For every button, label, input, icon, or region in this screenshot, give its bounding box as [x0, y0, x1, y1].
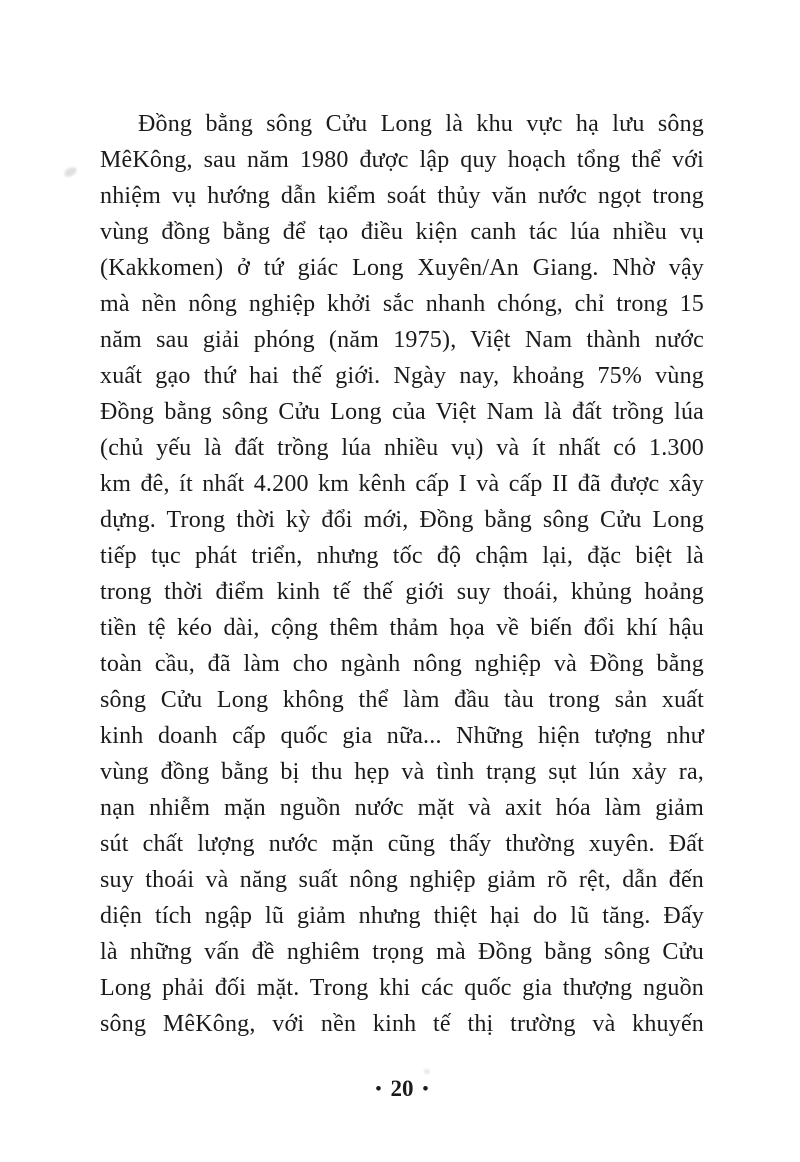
text-line: diện tích ngập lũ giảm nhưng thiệt hại do lũ tăng. Đấy — [100, 903, 704, 929]
text-line: tiếp tục phát triển, nhưng tốc độ chậm lại, đặc biệt là — [100, 543, 704, 569]
text-line: (Kakkomen) ở tứ giác Long Xuyên/An Giang. Nhờ vậy — [100, 255, 704, 281]
text-line: Long phải đối mặt. Trong khi các quốc gia thượng nguồn — [100, 975, 704, 1001]
text-line: xuất gạo thứ hai thế giới. Ngày nay, khoảng 75% vùng — [100, 363, 704, 389]
text-line: toàn cầu, đã làm cho ngành nông nghiệp và Đồng bằng — [100, 651, 704, 677]
text-line: trong thời điểm kinh tế thế giới suy thoái, khủng hoảng — [100, 579, 704, 605]
text-line: sông MêKông, với nền kinh tế thị trường và khuyến — [100, 1011, 704, 1037]
text-line: suy thoái và năng suất nông nghiệp giảm rõ rệt, dẫn đến — [100, 867, 704, 893]
text-line: vùng đồng bằng để tạo điều kiện canh tác lúa nhiều vụ — [100, 219, 704, 245]
text-line: MêKông, sau năm 1980 được lập quy hoạch tổng thể với — [100, 147, 704, 173]
page-footer — [100, 1076, 704, 1102]
scan-artifact — [63, 165, 78, 178]
text-line: (chủ yếu là đất trồng lúa nhiều vụ) và ít nhất có 1.300 — [100, 435, 704, 461]
text-line: là những vấn đề nghiêm trọng mà Đồng bằng sông Cửu — [100, 939, 704, 965]
text-line: mà nền nông nghiệp khởi sắc nhanh chóng, chỉ trong 15 — [100, 291, 704, 317]
text-line: Đồng bằng sông Cửu Long của Việt Nam là đất trồng lúa — [100, 399, 704, 425]
paragraph — [100, 106, 704, 1042]
text-line: nạn nhiễm mặn nguồn nước mặt và axit hóa làm giảm — [100, 795, 704, 821]
footer-ornament-right: • — [422, 1079, 429, 1098]
text-line: km đê, ít nhất 4.200 km kênh cấp I và cấp II đã được xây — [100, 471, 704, 497]
footer-ornament-left: • — [375, 1079, 382, 1098]
text-line: dựng. Trong thời kỳ đổi mới, Đồng bằng sông Cửu Long — [100, 507, 704, 533]
text-line: Đồng bằng sông Cửu Long là khu vực hạ lưu sông — [138, 111, 704, 137]
page-number: 20 — [390, 1076, 414, 1101]
text-line: vùng đồng bằng bị thu hẹp và tình trạng sụt lún xảy ra, — [100, 759, 704, 785]
text-line: kinh doanh cấp quốc gia nữa... Những hiện tượng như — [100, 723, 704, 749]
text-line: năm sau giải phóng (năm 1975), Việt Nam thành nước — [100, 327, 704, 353]
text-line: tiền tệ kéo dài, cộng thêm thảm họa về biến đổi khí hậu — [100, 615, 704, 641]
scan-artifact — [424, 1069, 430, 1074]
text-line: sút chất lượng nước mặn cũng thấy thường xuyên. Đất — [100, 831, 704, 857]
text-line: sông Cửu Long không thể làm đầu tàu trong sản xuất — [100, 687, 704, 713]
text-line: nhiệm vụ hướng dẫn kiểm soát thủy văn nước ngọt trong — [100, 183, 704, 209]
